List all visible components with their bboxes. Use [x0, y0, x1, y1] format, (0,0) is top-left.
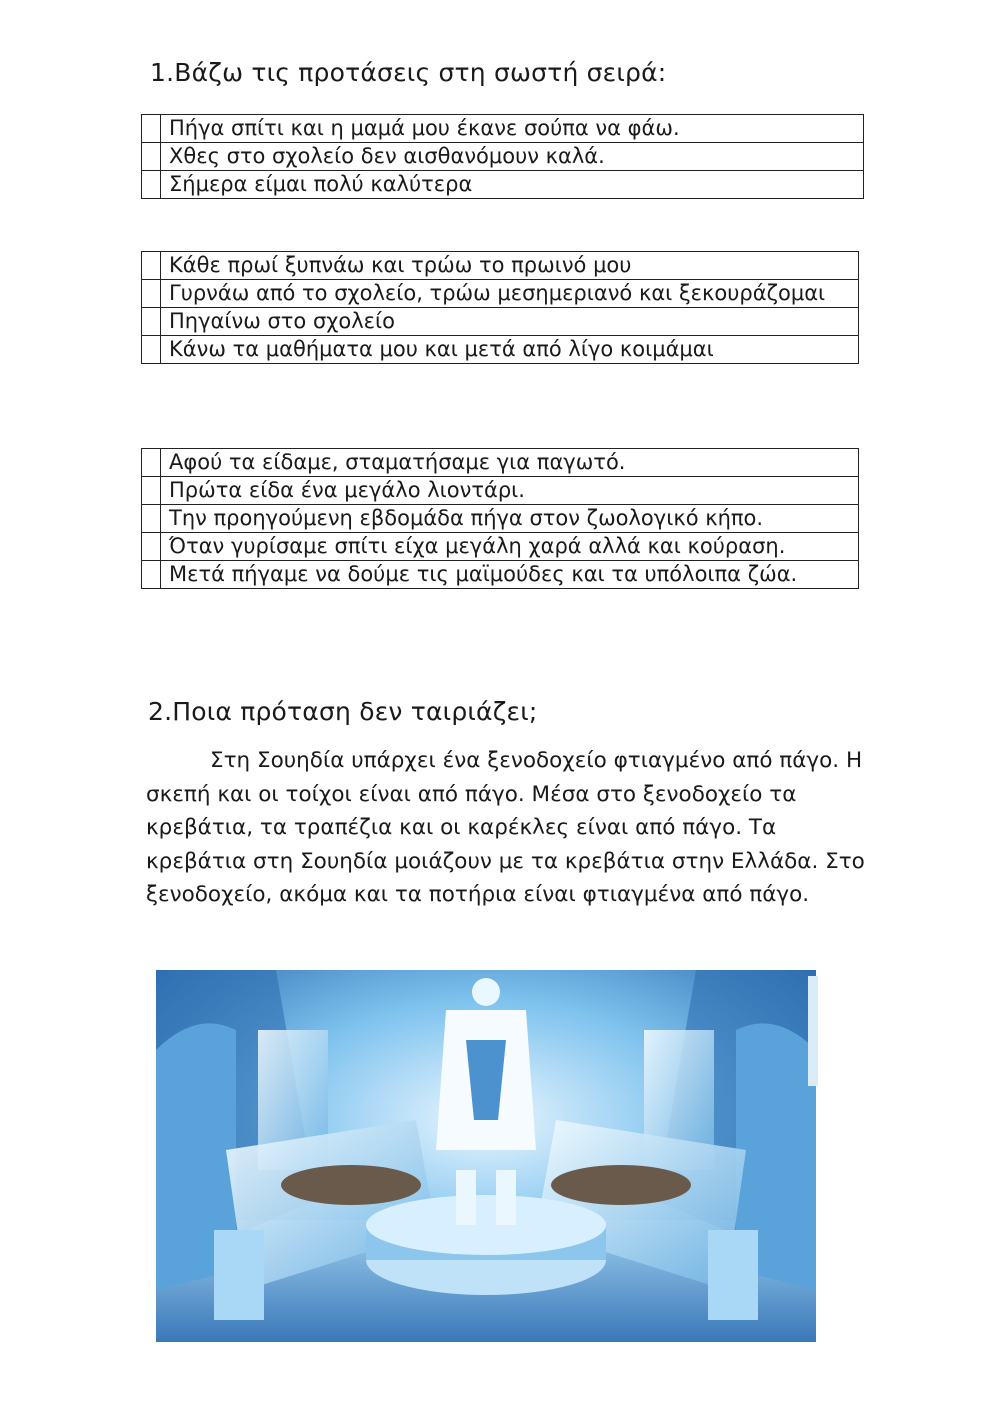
order-number-box[interactable] [142, 449, 161, 477]
sentence-cell: Πρώτα είδα ένα μεγάλο λιοντάρι. [161, 477, 859, 505]
order-table-3 [141, 448, 859, 589]
table-row [142, 252, 859, 280]
order-number-box[interactable] [142, 143, 161, 171]
table-row [142, 505, 859, 533]
table-row [142, 561, 859, 589]
table-row [142, 336, 859, 364]
section1-title: 1.Βάζω τις προτάσεις στη σωστή σειρά: [150, 58, 667, 87]
order-number-box[interactable] [142, 533, 161, 561]
order-number-box[interactable] [142, 505, 161, 533]
sentence-cell: Αφού τα είδαμε, σταματήσαμε για παγωτό. [161, 449, 859, 477]
order-number-box[interactable] [142, 115, 161, 143]
order-number-box[interactable] [142, 171, 161, 199]
sentence-cell: Την προηγούμενη εβδομάδα πήγα στον ζωολογικό κήπο. [161, 505, 859, 533]
order-number-box[interactable] [142, 252, 161, 280]
sentence-cell: Όταν γυρίσαμε σπίτι είχα μεγάλη χαρά αλλά και κούραση. [161, 533, 859, 561]
sentence-cell: Σήμερα είμαι πολύ καλύτερα [161, 171, 864, 199]
sentence-cell: Κάθε πρωί ξυπνάω και τρώω το πρωινό μου [161, 252, 859, 280]
story-paragraph [146, 744, 866, 912]
sentence-cell: Χθες στο σχολείο δεν αισθανόμουν καλά. [161, 143, 864, 171]
table-row [142, 171, 864, 199]
photo-credit-strip [808, 976, 818, 1086]
order-number-box[interactable] [142, 336, 161, 364]
order-table-2 [141, 251, 859, 364]
order-number-box[interactable] [142, 477, 161, 505]
table-row [142, 449, 859, 477]
order-table-1 [141, 114, 864, 199]
table-row [142, 143, 864, 171]
sentence-cell: Πήγα σπίτι και η μαμά μου έκανε σούπα να φάω. [161, 115, 864, 143]
sentence-cell: Κάνω τα μαθήματα μου και μετά από λίγο κοιμάμαι [161, 336, 859, 364]
table-row [142, 477, 859, 505]
ice-hotel-photo [156, 970, 816, 1342]
story-text: Στη Σουηδία υπάρχει ένα ξενοδοχείο φτιαγμένο από πάγο. Η σκεπή και οι τοίχοι είναι από πάγο. Μέσα στο ξενοδοχείο τα κρεβάτια, τα τραπέζια και οι καρέκλες είναι από πάγο. Τα κρεβάτια στη Σουηδία μοιάζουν με τα κρεβάτια στην Ελλάδα. Στο ξενοδοχείο, ακόμα και τα ποτήρια είναι φτιαγμένα από πάγο. [146, 748, 865, 907]
section2-title: 2.Ποια πρόταση δεν ταιριάζει; [148, 697, 538, 726]
table-row [142, 308, 859, 336]
sentence-cell: Πηγαίνω στο σχολείο [161, 308, 859, 336]
order-number-box[interactable] [142, 561, 161, 589]
sentence-cell: Μετά πήγαμε να δούμε τις μαϊμούδες και τα υπόλοιπα ζώα. [161, 561, 859, 589]
order-number-box[interactable] [142, 308, 161, 336]
table-row [142, 533, 859, 561]
sentence-cell: Γυρνάω από το σχολείο, τρώω μεσημεριανό και ξεκουράζομαι [161, 280, 859, 308]
order-number-box[interactable] [142, 280, 161, 308]
table-row [142, 280, 859, 308]
table-row [142, 115, 864, 143]
